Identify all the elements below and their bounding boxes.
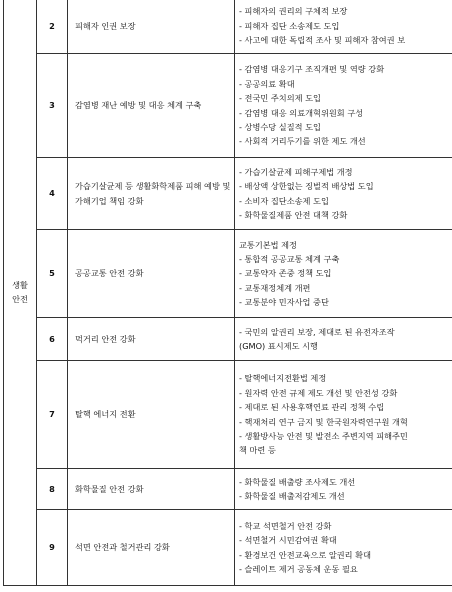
- table-row: [4, 469, 452, 510]
- row-title: 석면 안전과 철거관리 강화: [68, 510, 235, 586]
- list-item: - 피해자의 권리의 구체적 보장: [239, 6, 348, 17]
- category-line-1: 생활: [12, 280, 28, 290]
- row-number: 8: [37, 469, 68, 510]
- list-item: - 감염병 대응기구 조직개편 및 역량 강화: [239, 64, 385, 75]
- table-row: [4, 230, 452, 318]
- list-item: - 통합적 공공교통 체계 구축: [239, 253, 340, 264]
- list-item: - 석면철거 시민감여권 확대: [239, 535, 337, 546]
- row-items: [235, 469, 452, 510]
- table-row: [4, 158, 452, 230]
- list-item: - 교통재정체계 개편: [239, 282, 311, 293]
- list-item: - 원자력 안전 규제 제도 개선 및 안전성 강화: [239, 387, 398, 398]
- list-item: - 소비자 집단소송제 도입: [239, 195, 329, 206]
- list-item: - 가습기살균제 피해구제법 개정: [239, 166, 353, 177]
- row-number: 9: [37, 510, 68, 586]
- row-number: 2: [37, 0, 68, 54]
- list-item: - 교통분야 민자사업 중단: [239, 297, 329, 308]
- list-item: - 공공의료 확대: [239, 78, 295, 89]
- row-items: [235, 361, 452, 469]
- row-title: 화학물질 안전 강화: [68, 469, 235, 510]
- list-item: - 슬레이트 제거 공동체 운동 필요: [239, 563, 358, 574]
- table-row: [4, 318, 452, 361]
- list-item: - 배상액 상한없는 징벌적 배상법 도입: [239, 181, 374, 192]
- list-item: - 탈핵에너지전환법 제정: [239, 373, 327, 384]
- category-line-2: 안전: [12, 294, 28, 304]
- list-item: - 상병수당 실질적 도입: [239, 121, 321, 132]
- row-number: 4: [37, 158, 68, 230]
- row-items: [235, 318, 452, 361]
- table-row: [4, 510, 452, 586]
- row-title: 공공교통 안전 강화: [68, 230, 235, 318]
- list-item: - 화학물질 배출량 조사제도 개선: [239, 476, 356, 487]
- list-item: - 학교 석면철거 안전 강화: [239, 520, 332, 531]
- row-title: 감염병 재난 예방 및 대응 체계 구축: [68, 54, 235, 158]
- list-item: - 환경보건 안전교육으로 알권리 확대: [239, 549, 372, 560]
- row-items: [235, 54, 452, 158]
- list-item: - 제대로 된 사용후핵연료 관리 정책 수립: [239, 402, 385, 413]
- row-number: 3: [37, 54, 68, 158]
- row-title: 탈핵 에너지 전환: [68, 361, 235, 469]
- row-number: 7: [37, 361, 68, 469]
- row-items: [235, 158, 452, 230]
- row-items: [235, 0, 452, 54]
- list-item: 책 마련 등: [239, 445, 276, 456]
- row-title: 가습기살균제 등 생활화학제품 피해 예방 및 가해기업 책임 강화: [68, 158, 235, 230]
- list-item: - 피해자 집단 소송제도 도입: [239, 20, 340, 31]
- list-item: - 사회적 거리두기를 위한 제도 개선: [239, 136, 366, 147]
- list-item: - 화학물질제품 안전 대책 강화: [239, 209, 348, 220]
- list-item: - 국민의 알권리 보장, 제대로 된 유전자조작: [239, 326, 395, 337]
- table-row: [4, 361, 452, 469]
- category-cell: [4, 0, 37, 586]
- row-number: 5: [37, 230, 68, 318]
- row-items: [235, 230, 452, 318]
- table-row: [4, 54, 452, 158]
- list-item: - 생활방사능 안전 및 발전소 주변지역 피해주민: [239, 430, 408, 441]
- row-items: [235, 510, 452, 586]
- row-number: 6: [37, 318, 68, 361]
- list-item: (GMO) 표시제도 시행: [239, 341, 318, 351]
- list-item: - 사고에 대한 독립적 조사 및 피해자 참여권 보: [239, 35, 406, 46]
- table-row: [4, 0, 452, 54]
- list-item: - 핵재처리 연구 금지 및 한국원자력연구원 개혁: [239, 416, 408, 427]
- list-item: - 화학물질 배출저감제도 개선: [239, 491, 345, 501]
- row-title: 피해자 인권 보장: [68, 0, 235, 54]
- row-title: 먹거리 안전 강화: [68, 318, 235, 361]
- list-item: - 교통약자 존중 정책 도입: [239, 268, 332, 279]
- policy-table: [3, 0, 452, 586]
- list-item: - 전국민 주치의제 도입: [239, 93, 321, 104]
- list-item: 교통기본법 제정: [239, 239, 297, 250]
- list-item: - 감염병 대응 의료개혁위원회 구성: [239, 107, 364, 118]
